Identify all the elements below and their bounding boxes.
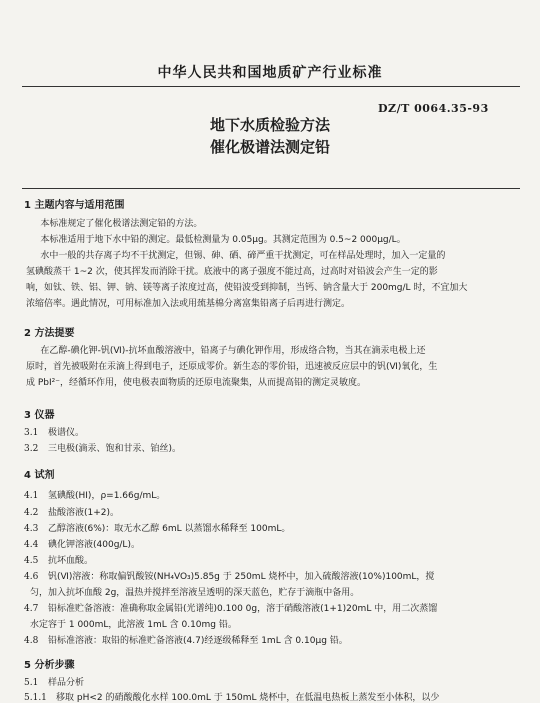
- standard-organization: 中华人民共和国地质矿产行业标准: [157, 65, 383, 81]
- text-line: 原时，首先被吸附在汞滴上得到电子，还原成零价。新生态的零价铅，迅速被反应层中的钒(Ⅵ)氧化，生: [26, 362, 438, 372]
- text-line: 在乙醇-碘化钾-钒(Ⅵ)-抗坏血酸溶液中，铅离子与碘化钾作用，形成络合物，当其在滴汞电极上还: [40, 346, 426, 356]
- document-title: 地下水质检验方法: [209, 116, 330, 134]
- text-line: 成 PbI²⁻，经循环作用，使电极表面物质的还原电流聚集，从而提高铅的测定灵敏度。: [26, 378, 367, 388]
- list-item: 5.1 样品分析: [24, 678, 85, 688]
- text-line: 响，如钛、铁、铝、钾、钠、镁等离子浓度过高，使铅波受到抑制，当钙、钠含量大于 200mg/L 时，不宜加大: [26, 283, 468, 293]
- section-2-body: [26, 343, 511, 391]
- standard-code: DZ/T 0064.35-93: [378, 102, 489, 115]
- list-item: 4.1 氢碘酸(HI)，ρ=1.66g/mL。: [24, 491, 166, 501]
- list-item: 4.7 铅标准贮备溶液：准确称取金属铅(光谱纯)0.100 0g，溶于硝酸溶液(1+1)20mL 中，用二次蒸馏: [24, 604, 438, 614]
- section-1-body: [26, 216, 511, 312]
- list-item-continuation: 水定容于 1 000mL，此溶液 1mL 含 0.10mg 铅。: [30, 620, 237, 630]
- list-item: 4.3 乙醇溶液(6%)：取无水乙醇 6mL 以蒸馏水稀释至 100mL。: [24, 524, 291, 534]
- section-4-heading: 4 试剂: [24, 470, 55, 481]
- list-item: 3.1 极谱仪。: [24, 428, 85, 438]
- section-3-heading: 3 仪器: [24, 410, 55, 421]
- title-rule: [22, 188, 520, 189]
- text-line: 本标准规定了催化极谱法测定铅的方法。: [40, 219, 203, 229]
- header-rule: [22, 86, 520, 87]
- text-line: 本标准适用于地下水中铅的测定。最低检测量为 0.05μg。其测定范围为 0.5~2 000μg/L。: [40, 235, 406, 245]
- list-item: 4.4 碘化钾溶液(400g/L)。: [24, 540, 140, 550]
- document-subtitle: 催化极谱法测定铅: [209, 138, 330, 156]
- list-item: 5.1.1 移取 pH<2 的硝酸酸化水样 100.0mL 于 150mL 烧杯中，在低温电热板上蒸发至小体积，以少: [24, 693, 440, 703]
- text-line: 水中一般的共存离子均不干扰测定，但锡、砷、硒、碲严重干扰测定，可在样品处理时，加入一定量的: [40, 251, 446, 261]
- section-1-heading: 1 主题内容与适用范围: [24, 200, 125, 211]
- list-item: 4.8 铅标准溶液：取铅的标准贮备溶液(4.7)经逐级稀释至 1mL 含 0.10μg 铅。: [24, 636, 348, 646]
- list-item-continuation: 匀，加入抗坏血酸 2g，温热并搅拌至溶液呈透明的深天蓝色，贮存于滴瓶中备用。: [30, 588, 360, 598]
- list-item: 4.5 抗坏血酸。: [24, 556, 94, 566]
- text-line: 浓缩倍率。遇此情况，可用标准加入法或用巯基棉分离富集铅离子后再进行测定。: [26, 299, 351, 309]
- list-item: 4.6 钒(Ⅵ)溶液：称取偏钒酸铵(NH₄VO₃)5.85g 于 250mL 烧杯中，加入硫酸溶液(10%)100mL，搅: [24, 572, 435, 582]
- list-item: 3.2 三电极(滴汞、饱和甘汞、铂丝)。: [24, 444, 182, 454]
- list-item: 4.2 盐酸溶液(1+2)。: [24, 508, 120, 518]
- section-2-heading: 2 方法提要: [24, 328, 75, 339]
- text-line: 氢碘酸蒸干 1~2 次，使其挥发而消除干扰。底液中的离子强度不能过高，过高时对铅波会产生一定的影: [26, 267, 438, 277]
- section-5-heading: 5 分析步骤: [24, 660, 75, 671]
